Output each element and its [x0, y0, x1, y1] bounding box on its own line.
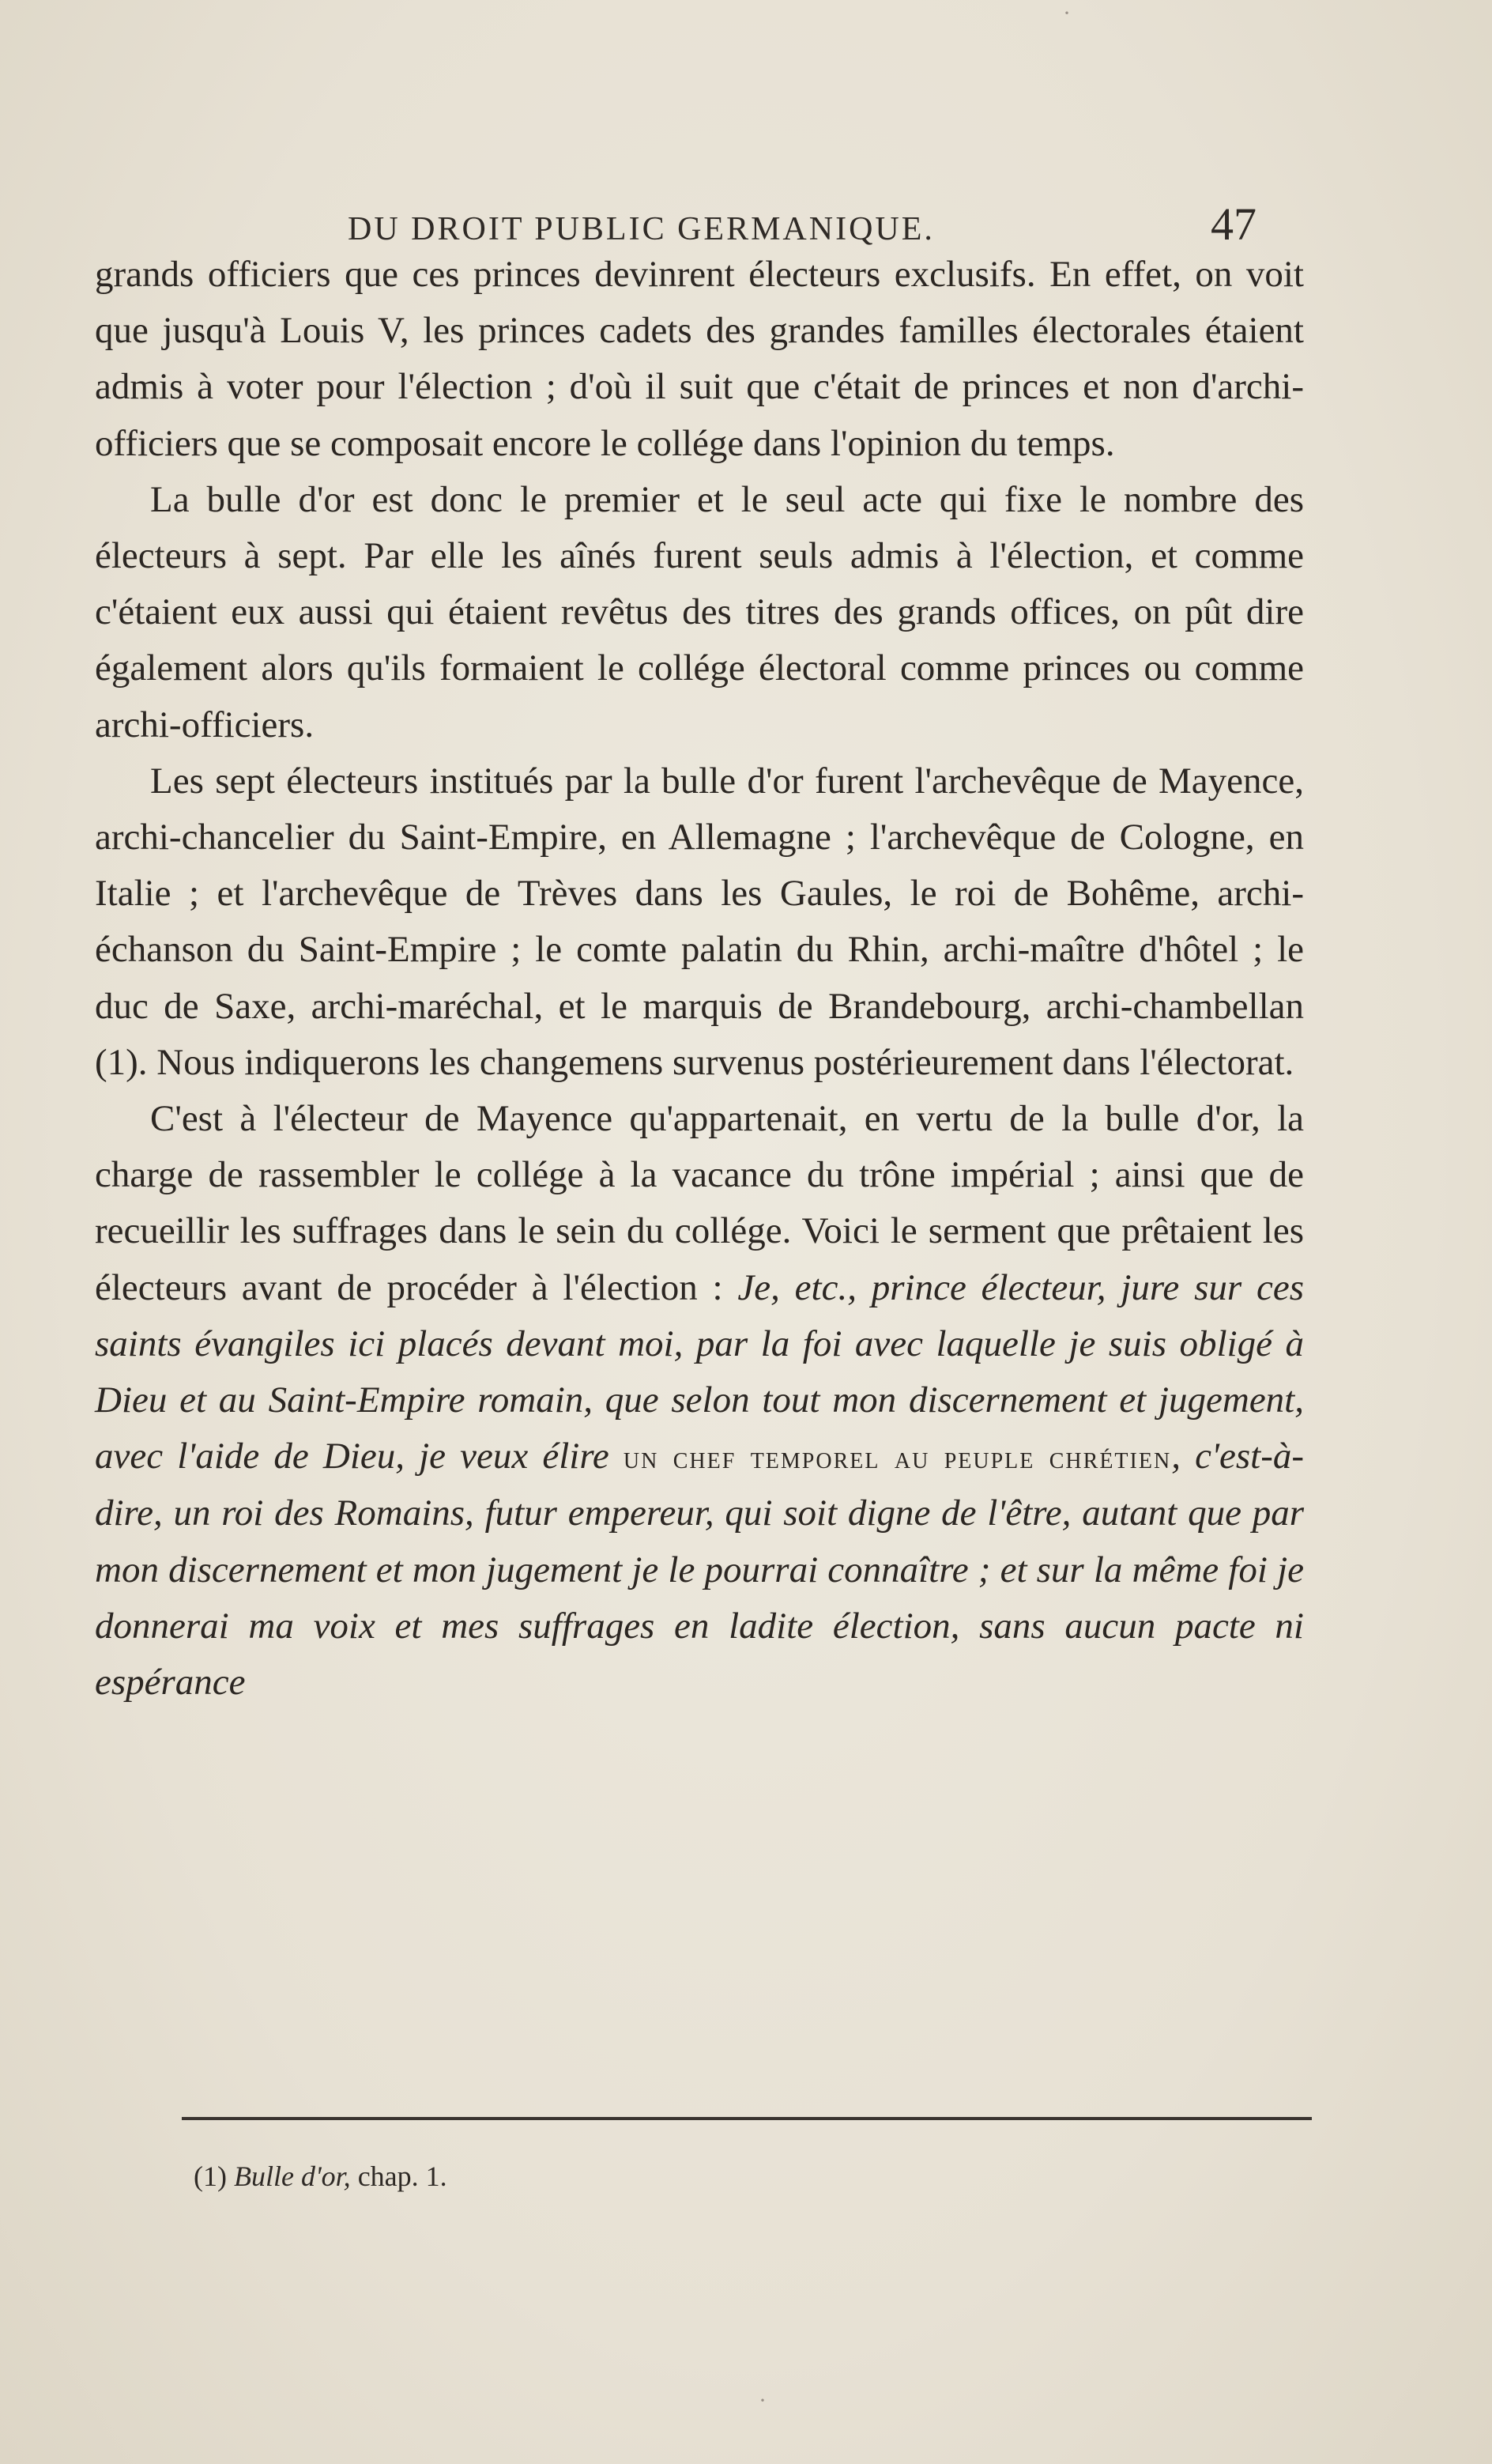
- running-head: [348, 198, 1257, 251]
- footnote: [194, 2160, 447, 2193]
- paragraph-golden-bull: La bulle d'or est donc le premier et le seul acte qui fixe le nombre des électeurs à sept. Par elle les aînés furent seuls admis à l'élection, et comme c'étaient eux aussi qui étaient revêtus des titres des grands offices, on pût dire également alors qu'ils formaient le collége électoral comme princes ou comme archi-officiers.: [95, 478, 1304, 745]
- oath-text-a: Je, etc., prince électeur, jure sur ces saints évangiles ici placés devant moi, par la foi avec laquelle je suis obligé à Dieu et au Saint-Empire romain, que selon tout mon discernement et jugement, avec l'aide de Dieu, je veux élire: [95, 1266, 1305, 1477]
- footnote-rule: [182, 2117, 1312, 2120]
- footnote-marker: (1): [194, 2160, 227, 2192]
- paragraph-electoral-oath: [95, 1091, 1304, 1711]
- paper-speck: ·: [759, 2387, 767, 2413]
- page-number: 47: [1211, 198, 1257, 250]
- oath-intro: C'est à l'électeur de Mayence qu'appartenait, en vertu de la bulle d'or, la charge de rassembler le collége à la vacance du trône impérial ; ainsi que de recueillir les suffrages dans le sein du collége. Voici le serment que prêtaient les électeurs avant de procéder à l'élection :: [95, 1098, 1304, 1308]
- paragraph-continuation: grands officiers que ces princes devinrent électeurs exclusifs. En effet, on voit que jusqu'à Louis V, les princes cadets des grandes familles électorales étaient admis à voter pour l'élection ; d'où il suit que c'était de princes et non d'archi-officiers que se composait encore le collége dans l'opinion du temps.: [95, 254, 1304, 464]
- oath-text-b: , c'est-à-dire, un roi des Romains, futur empereur, qui soit digne de l'être, autant que par mon discernement et mon jugement je le pourrai connaître ; et sur la même foi je donnerai ma voix et mes suffrages en ladite élection, sans aucun pacte ni espérance: [95, 1436, 1304, 1704]
- footnote-source: Bulle d'or,: [233, 2160, 351, 2192]
- paper-speck: ·: [1063, 0, 1071, 26]
- footnote-ref: chap. 1.: [357, 2160, 447, 2192]
- oath-text-caps: un chef temporel au peuple chrétien: [623, 1440, 1172, 1476]
- running-title: DU DROIT PUBLIC GERMANIQUE.: [348, 211, 935, 247]
- paragraph-seven-electors: Les sept électeurs institués par la bulle d'or furent l'archevêque de Mayence, archi-chancelier du Saint-Empire, en Allemagne ; l'archevêque de Cologne, en Italie ; et l'archevêque de Trèves dans les Gaules, le roi de Bohême, archi-échanson du Saint-Empire ; le comte palatin du Rhin, archi-maître d'hôtel ; le duc de Saxe, archi-maréchal, et le marquis de Brandebourg, archi-chambellan (1). Nous indiquerons les changemens survenus postérieurement dans l'électorat.: [95, 760, 1304, 1083]
- body-text: [95, 247, 1304, 1711]
